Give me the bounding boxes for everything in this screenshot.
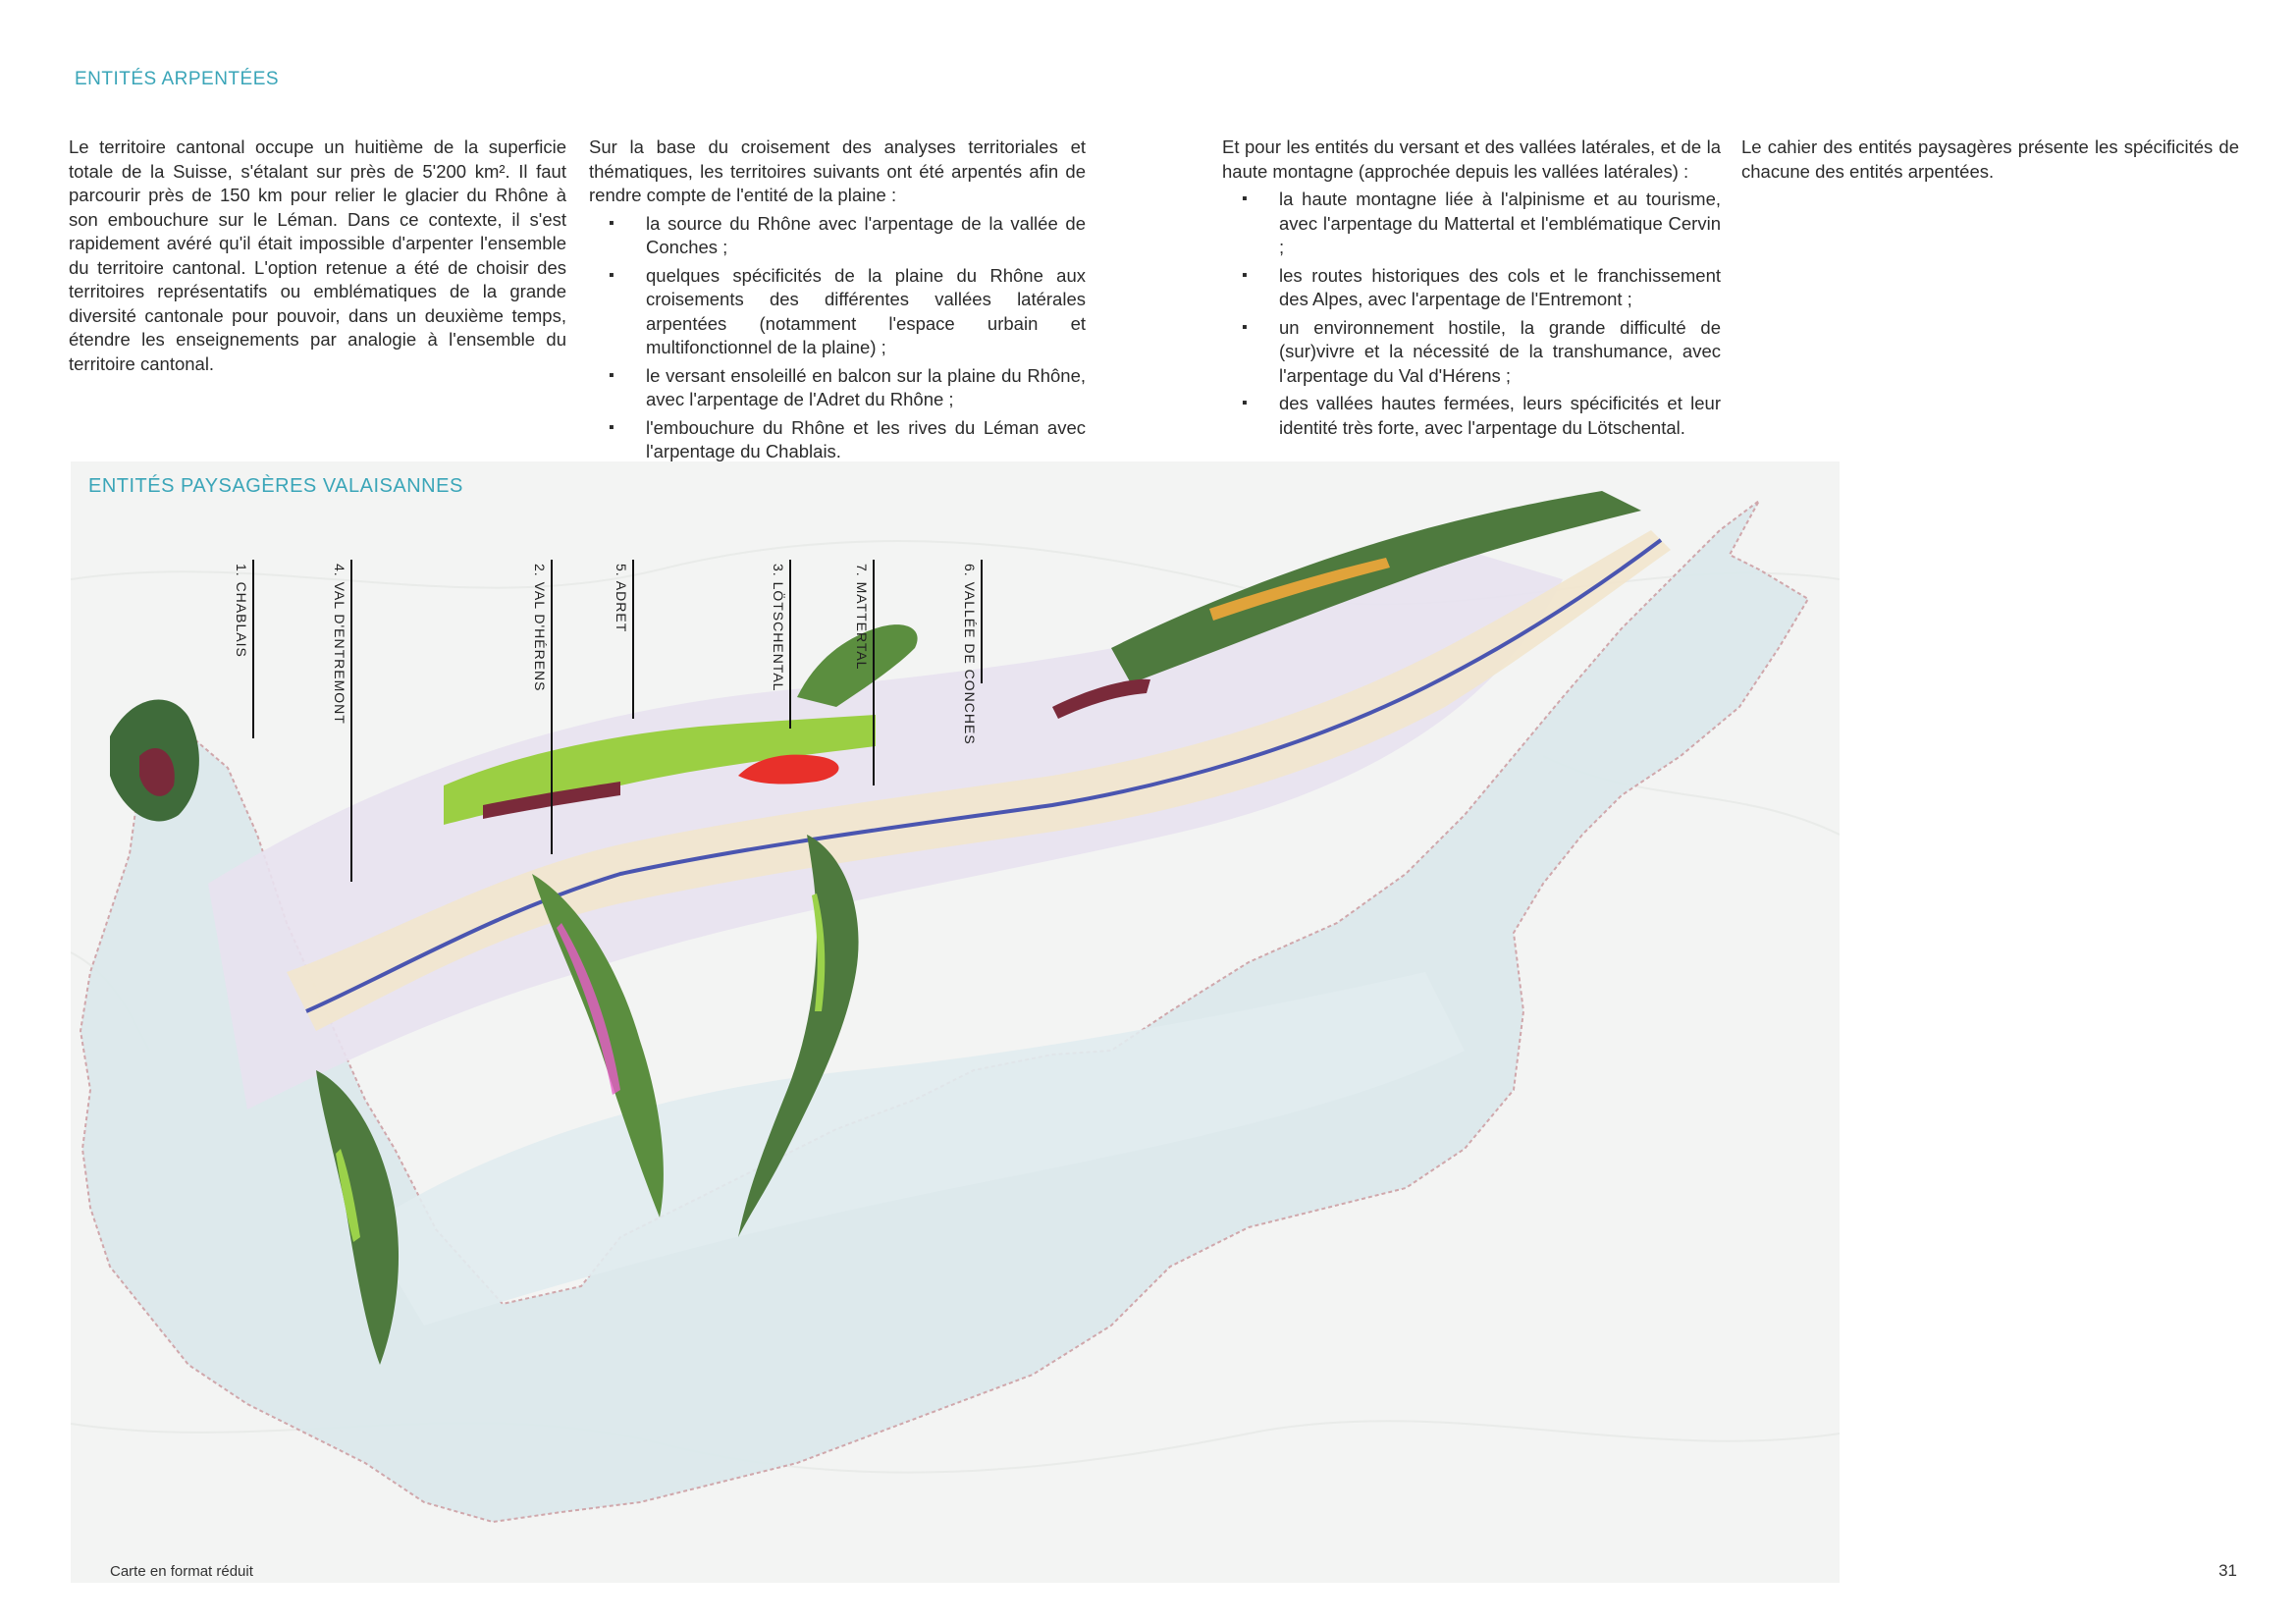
intro-paragraph: Le territoire cantonal occupe un huitième de la superficie totale de la Suisse, s'étalant sur près de 5'200 km². Il faut parcourir près de 150 km pour relier le glacier du Rhône à son embouchure sur le Léman. Dans ce contexte, il s'est rapidement avéré qu'il était impossible d'arpenter l'ensemble du territoire cantonal. L'option retenue a été de choisir des territoires représentatifs ou emblématiques de la grande diversité cantonale pour pouvoir, dans un deuxième temps, étendre les enseignements par analogie à l'ensemble du territoire cantonal. [69,136,566,374]
label-chablais: 1. CHABLAIS [234,564,249,658]
list-item: ▪ la haute montagne liée à l'alpinisme et au tourisme, avec l'arpentage du Mattertal et l'emblématique Cervin ; [1222,188,1721,260]
list-item: ▪ un environnement hostile, la grande difficulté de (sur)vivre et la nécessité de la transhumance, avec l'arpentage du Val d'Hérens ; [1222,316,1721,389]
list-item: ▪ le versant ensoleillé en balcon sur la plaine du Rhône, avec l'arpentage de l'Adret du Rhône ; [589,364,1086,412]
list-item: ▪ des vallées hautes fermées, leurs spécificités et leur identité très forte, avec l'arpentage du Lötschental. [1222,392,1721,440]
label-adret: 5. ADRET [614,564,629,633]
conclusion-paragraph: Le cahier des entités paysagères présente les spécificités de chacune des entités arpentées. [1741,136,2239,182]
list-item: ▪ l'embouchure du Rhône et les rives du Léman avec l'arpentage du Chablais. [589,416,1086,464]
plain-intro: Sur la base du croisement des analyses territoriales et thématiques, les territoires suivants ont été arpentés afin de rendre compte de l'entité de la plaine : [589,136,1086,205]
conclusion-column [1741,135,2239,184]
plain-entities-column [589,135,1086,464]
valley-entities-column [1222,135,1721,440]
label-lotschental: 3. LÖTSCHENTAL [771,564,786,692]
label-val-d-herens: 2. VAL D'HÉRENS [532,564,548,692]
map-title: ENTITÉS PAYSAGÈRES VALAISANNES [88,475,463,497]
landscape-map [71,461,1840,1583]
map-caption: Carte en format réduit [110,1563,253,1580]
list-item: ▪ les routes historiques des cols et le franchissement des Alpes, avec l'arpentage de l'Entremont ; [1222,264,1721,312]
valley-list [1222,188,1721,440]
label-val-d-entremont: 4. VAL D'ENTREMONT [332,564,347,725]
page-number: 31 [2218,1561,2237,1580]
label-vallee-de-conches: 6. VALLÉE DE CONCHES [962,564,978,745]
section-title: ENTITÉS ARPENTÉES [75,69,280,89]
plain-list [589,212,1086,464]
list-item: ▪ la source du Rhône avec l'arpentage de la vallée de Conches ; [589,212,1086,260]
valley-intro: Et pour les entités du versant et des vallées latérales, et de la haute montagne (approchée depuis les vallées latérales) : [1222,136,1721,182]
list-item: ▪ quelques spécificités de la plaine du Rhône aux croisements des différentes vallées latérales arpentées (notamment l'espace urbain et multifonctionnel de la plaine) ; [589,264,1086,360]
intro-column [69,135,566,376]
label-mattertal: 7. MATTERTAL [854,564,870,671]
